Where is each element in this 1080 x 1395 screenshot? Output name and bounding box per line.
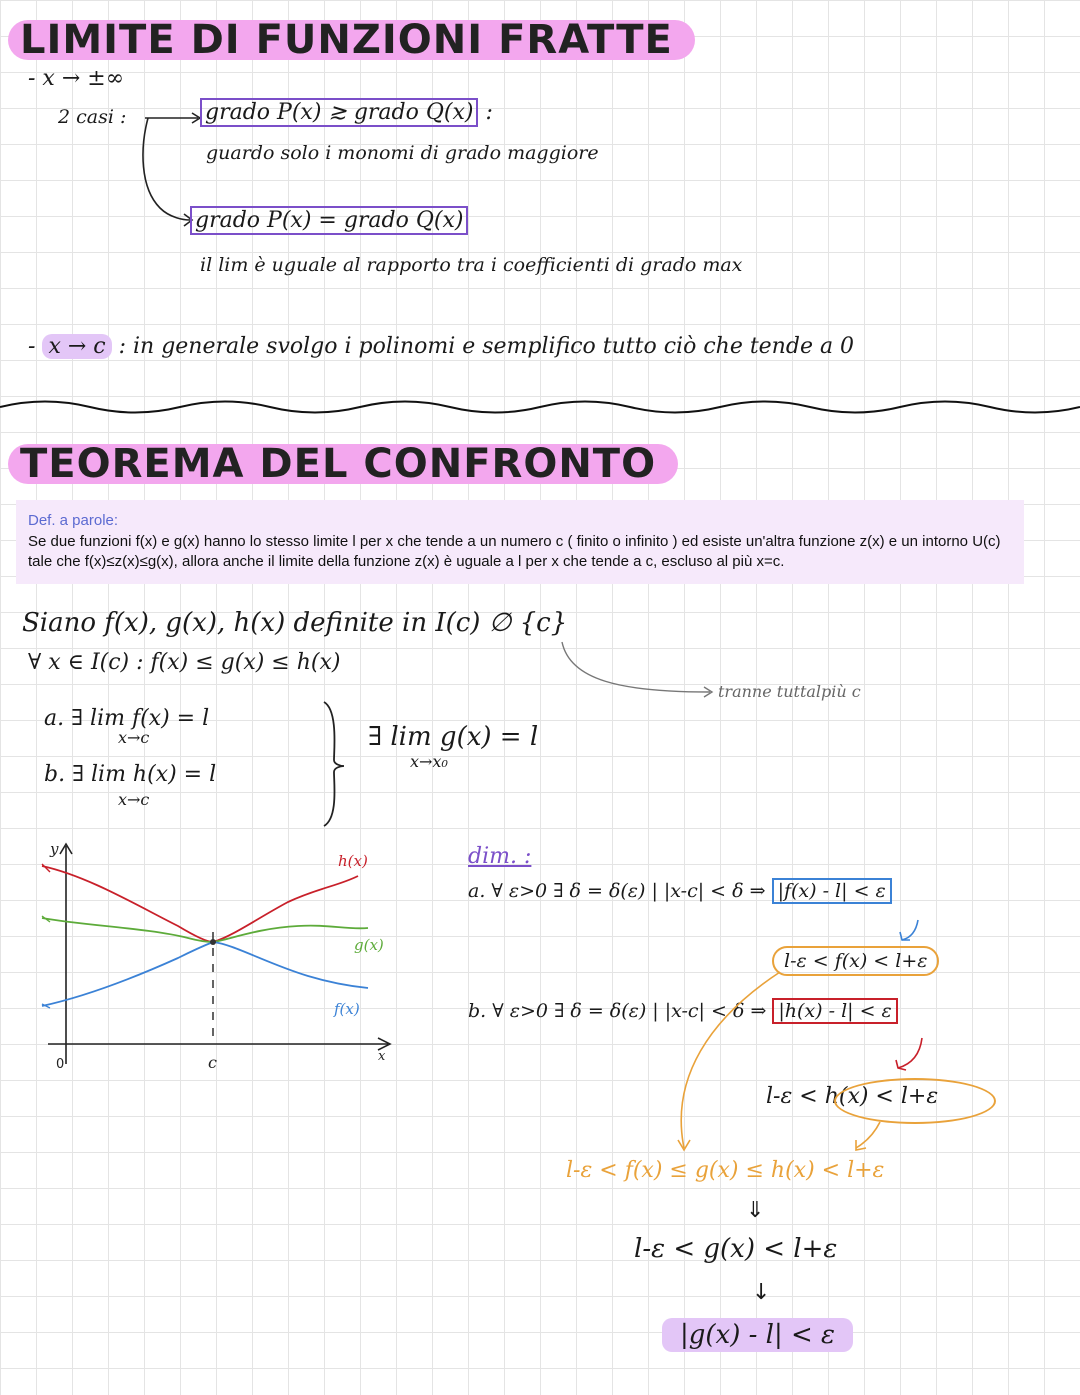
proof-a-box: |f(x) - l| < ε: [772, 878, 892, 904]
condition-b: b. ∃ lim h(x) = l: [44, 762, 217, 787]
case2-condition-box: grado P(x) = grado Q(x): [190, 206, 468, 235]
arrow-down-single: ↓: [752, 1280, 771, 1305]
origin-label: 0: [56, 1057, 65, 1072]
squeeze-graph: [28, 836, 408, 1076]
section-title-limite: LIMITE DI FUNZIONI FRATTE: [8, 20, 695, 60]
proof-a-expanded: l-ε < f(x) < l+ε: [772, 946, 939, 976]
excluded-symbol: ∅: [488, 608, 512, 638]
case1-line: [200, 100, 493, 125]
arrow-down-double: ⇓: [746, 1198, 765, 1223]
condition-a: a. ∃ lim f(x) = l: [44, 706, 210, 731]
proof-b-text: b. ∀ ε>0 ∃ δ = δ(ε) | |x-c| < δ ⇒: [468, 1000, 767, 1022]
case-infinity-label: - x → ±∞: [28, 66, 125, 91]
conclusion: ∃ lim g(x) = l: [368, 722, 539, 752]
curve-h: [42, 866, 358, 942]
arrow-a-down: [896, 918, 926, 946]
orange-connector-arrows: [670, 958, 930, 1158]
proof-b-box: |h(x) - l| < ε: [772, 998, 897, 1024]
case-c-label: x → c: [42, 334, 111, 359]
curve-g: [42, 918, 368, 942]
hypothesis-text: Siano f(x), g(x), h(x) definite in I(c): [22, 608, 481, 638]
curve-f: [42, 942, 368, 1006]
h-label: h(x): [338, 852, 368, 870]
case1-condition-box: grado P(x) ≳ grado Q(x): [200, 98, 478, 127]
g-label: g(x): [354, 936, 384, 954]
proof-final: |g(x) - l| < ε: [662, 1318, 853, 1352]
proof-result: l-ε < g(x) < l+ε: [634, 1234, 838, 1264]
hypothesis-line1: [22, 608, 567, 638]
excluded-set: {c}: [519, 608, 568, 638]
note-tranne: tranne tuttalpiù c: [718, 682, 861, 701]
condition-b-sub: x→c: [118, 790, 150, 809]
f-label: f(x): [334, 1000, 360, 1018]
conditions-brace: [318, 700, 348, 830]
conclusion-sub: x→x₀: [410, 752, 448, 771]
y-axis-label: y: [50, 840, 59, 858]
definition-text: Se due funzioni f(x) e g(x) hanno lo stesso limite l per x che tende a un numero c ( finito o infinito ) ed esiste un'altra funzione z(x) e un intorno U(c) tale che f(x)≤z(x)≤g(x), allora anche il limite della funzione z(x) è uguale a l per x che tende a c, escluso al più x=c.: [28, 533, 1001, 570]
x-axis-label: x: [378, 1049, 386, 1064]
condition-a-sub: x→c: [118, 728, 150, 747]
two-cases-label: 2 casi :: [58, 106, 127, 128]
section-divider: [0, 392, 1080, 422]
case1-colon: :: [485, 100, 493, 125]
case-c-line: [28, 334, 854, 359]
convergence-point: [210, 939, 216, 945]
hypothesis-line2: ∀ x ∈ I(c) : f(x) ≤ g(x) ≤ h(x): [28, 650, 341, 675]
proof-title-line: [468, 844, 531, 869]
case2-line: [190, 208, 468, 233]
proof-a-line: [468, 880, 892, 902]
case-c-dash: -: [28, 334, 36, 359]
section-title-teorema: TEOREMA DEL CONFRONTO: [8, 444, 678, 484]
proof-b-expanded: l-ε < h(x) < l+ε: [766, 1084, 939, 1109]
tranne-arrow: [560, 640, 720, 700]
c-label: c: [208, 1053, 217, 1072]
definition-label: Def. a parole:: [28, 512, 119, 529]
proof-a-text: a. ∀ ε>0 ∃ δ = δ(ε) | |x-c| < δ ⇒: [468, 880, 766, 902]
case1-text: guardo solo i monomi di grado maggiore: [206, 142, 599, 164]
proof-title: dim. :: [468, 844, 532, 869]
definition-box: [16, 500, 1024, 584]
case-c-text: : in generale svolgo i polinomi e semplifico tutto ciò che tende a 0: [118, 334, 855, 359]
proof-combined: l-ε < f(x) ≤ g(x) ≤ h(x) < l+ε: [566, 1158, 885, 1183]
case2-text: il lim è uguale al rapporto tra i coefficienti di grado max: [200, 254, 743, 276]
